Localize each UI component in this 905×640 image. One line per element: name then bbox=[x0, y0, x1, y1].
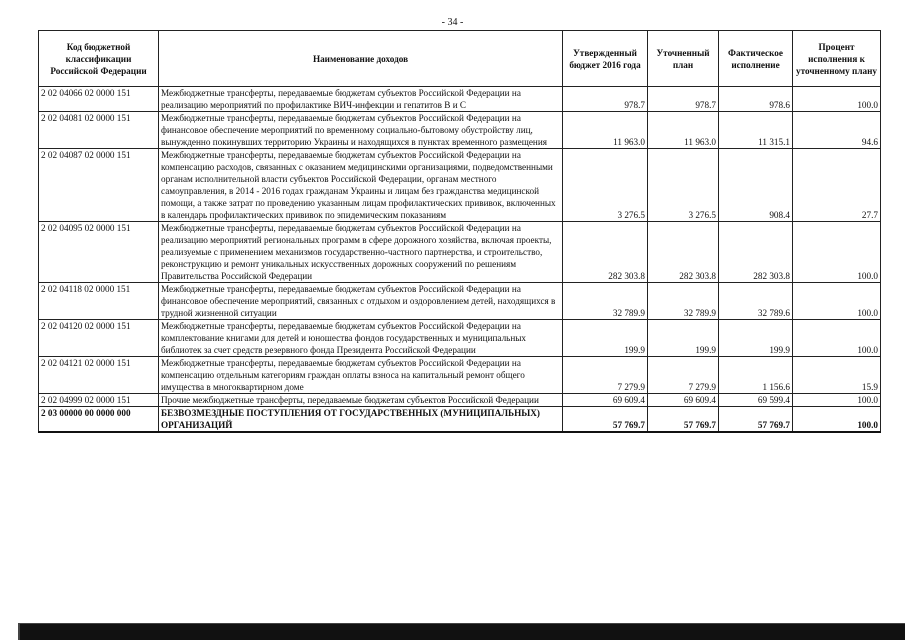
row-actual: 978.6 bbox=[719, 87, 793, 112]
row-actual: 282 303.8 bbox=[719, 222, 793, 283]
page-number: - 34 - bbox=[441, 17, 464, 28]
row-percent: 100.0 bbox=[793, 394, 881, 407]
row-refined: 3 276.5 bbox=[648, 149, 719, 222]
row-actual: 199.9 bbox=[719, 320, 793, 357]
row-actual: 11 315.1 bbox=[719, 112, 793, 149]
row-percent: 100.0 bbox=[793, 320, 881, 357]
revenue-table bbox=[38, 30, 881, 433]
row-percent: 100.0 bbox=[793, 283, 881, 320]
row-approved: 978.7 bbox=[563, 87, 648, 112]
row-refined: 7 279.9 bbox=[648, 357, 719, 394]
row-percent: 100.0 bbox=[793, 222, 881, 283]
header-name: Наименование доходов bbox=[159, 31, 563, 87]
row-code: 2 02 04087 02 0000 151 bbox=[39, 149, 159, 222]
row-percent: 94.6 bbox=[793, 112, 881, 149]
row-actual: 908.4 bbox=[719, 149, 793, 222]
row-approved: 11 963.0 bbox=[563, 112, 648, 149]
row-code: 2 02 04121 02 0000 151 bbox=[39, 357, 159, 394]
row-name: Межбюджетные трансферты, передаваемые бюджетам субъектов Российской Федерации на компенсацию отдельным категориям граждан оплаты взноса на капитальный ремонт общего имущества в многоквартирном доме bbox=[159, 357, 563, 394]
row-percent: 100.0 bbox=[793, 87, 881, 112]
header-approved: Утвержденный бюджет 2016 года bbox=[563, 31, 648, 87]
row-refined: 282 303.8 bbox=[648, 222, 719, 283]
row-approved: 32 789.9 bbox=[563, 283, 648, 320]
table-row bbox=[39, 320, 881, 357]
row-name: Межбюджетные трансферты, передаваемые бюджетам субъектов Российской Федерации на реализацию мероприятий региональных программ в сфере дорожного хозяйства, включая проекты, реализуемые с применением механизмов государственно-частного партнерства, и строительство, реконструкцию и ремонт уникальных искусственных дорожных сооружений по решениям Правительства Российской Федерации bbox=[159, 222, 563, 283]
row-actual: 32 789.6 bbox=[719, 283, 793, 320]
row-approved: 3 276.5 bbox=[563, 149, 648, 222]
row-approved: 199.9 bbox=[563, 320, 648, 357]
row-percent: 100.0 bbox=[793, 407, 881, 433]
row-approved: 282 303.8 bbox=[563, 222, 648, 283]
row-refined: 199.9 bbox=[648, 320, 719, 357]
row-actual: 57 769.7 bbox=[719, 407, 793, 433]
table-row bbox=[39, 112, 881, 149]
table-row-total bbox=[39, 407, 881, 433]
table-row bbox=[39, 394, 881, 407]
row-refined: 32 789.9 bbox=[648, 283, 719, 320]
row-name: БЕЗВОЗМЕЗДНЫЕ ПОСТУПЛЕНИЯ ОТ ГОСУДАРСТВЕННЫХ (МУНИЦИПАЛЬНЫХ) ОРГАНИЗАЦИЙ bbox=[159, 407, 563, 433]
row-code: 2 02 04095 02 0000 151 bbox=[39, 222, 159, 283]
row-code: 2 02 04120 02 0000 151 bbox=[39, 320, 159, 357]
row-code: 2 02 04081 02 0000 151 bbox=[39, 112, 159, 149]
table-row bbox=[39, 87, 881, 112]
row-code: 2 02 04999 02 0000 151 bbox=[39, 394, 159, 407]
row-refined: 69 609.4 bbox=[648, 394, 719, 407]
row-refined: 57 769.7 bbox=[648, 407, 719, 433]
row-name: Межбюджетные трансферты, передаваемые бюджетам субъектов Российской Федерации на реализацию мероприятий по профилактике ВИЧ-инфекции и гепатитов В и С bbox=[159, 87, 563, 112]
table-row bbox=[39, 222, 881, 283]
row-code: 2 02 04118 02 0000 151 bbox=[39, 283, 159, 320]
row-refined: 978.7 bbox=[648, 87, 719, 112]
row-actual: 1 156.6 bbox=[719, 357, 793, 394]
row-approved: 57 769.7 bbox=[563, 407, 648, 433]
header-actual: Фактическое исполнение bbox=[719, 31, 793, 87]
row-percent: 27.7 bbox=[793, 149, 881, 222]
row-name: Межбюджетные трансферты, передаваемые бюджетам субъектов Российской Федерации на финансовое обеспечение мероприятий по временному социально-бытовому обустройству лиц, вынужденно покинувших территорию Украины и находящихся в пунктах временного размещения bbox=[159, 112, 563, 149]
header-percent: Процент исполнения к уточненному плану bbox=[793, 31, 881, 87]
table-row bbox=[39, 283, 881, 320]
header-refined: Уточненный план bbox=[648, 31, 719, 87]
row-approved: 7 279.9 bbox=[563, 357, 648, 394]
row-name: Межбюджетные трансферты, передаваемые бюджетам субъектов Российской Федерации на финансовое обеспечение мероприятий, связанных с отдыхом и оздоровлением детей, находящихся в трудной жизненной ситуации bbox=[159, 283, 563, 320]
row-name: Прочие межбюджетные трансферты, передаваемые бюджетам субъектов Российской Федерации bbox=[159, 394, 563, 407]
row-name: Межбюджетные трансферты, передаваемые бюджетам субъектов Российской Федерации на компенсацию расходов, связанных с оказанием медицинскими организациями, подведомственными органам исполнительной власти субъектов Российской Федерации, органам местного самоуправления, в 2014 - 2016 годах гражданам Украины и лицам без гражданства медицинской помощи, а также затрат по проведению указанным лицам профилактических прививок, включенных в календарь профилактических прививок по эпидемическим показаниям bbox=[159, 149, 563, 222]
header-code: Код бюджетной классификации Российской Федерации bbox=[39, 31, 159, 87]
scan-edge bbox=[18, 623, 905, 640]
table-header-row bbox=[39, 31, 881, 87]
row-code: 2 02 04066 02 0000 151 bbox=[39, 87, 159, 112]
row-name: Межбюджетные трансферты, передаваемые бюджетам субъектов Российской Федерации на комплектование книгами для детей и юношества фондов государственных и муниципальных библиотек за счет средств резервного фонда Президента Российской Федерации bbox=[159, 320, 563, 357]
row-refined: 11 963.0 bbox=[648, 112, 719, 149]
row-code: 2 03 00000 00 0000 000 bbox=[39, 407, 159, 433]
row-actual: 69 599.4 bbox=[719, 394, 793, 407]
table-row bbox=[39, 357, 881, 394]
table-row bbox=[39, 149, 881, 222]
row-percent: 15.9 bbox=[793, 357, 881, 394]
row-approved: 69 609.4 bbox=[563, 394, 648, 407]
